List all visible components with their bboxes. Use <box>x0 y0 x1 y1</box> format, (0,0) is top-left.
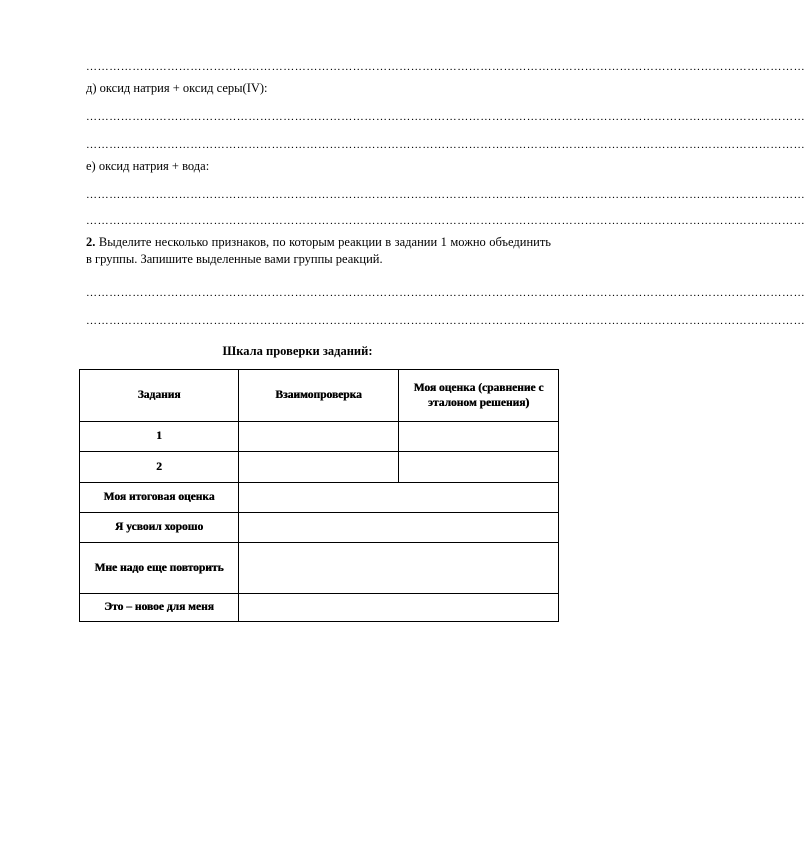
answer-cell[interactable] <box>239 594 559 622</box>
answer-line: …………………………………………………………………………………………………………………………………………………………………… <box>86 111 805 123</box>
header-my-grade: Моя оценка (сравнение с эталоном решения) <box>399 370 559 422</box>
answer-line: …………………………………………………………………………………………………………………………………………………………………… <box>86 189 805 201</box>
answer-cell[interactable] <box>239 483 559 513</box>
row-label: Мне надо еще повторить <box>80 543 239 594</box>
peer-review-cell[interactable] <box>239 452 399 483</box>
scale-title: Шкала проверки заданий: <box>222 344 373 358</box>
answer-cell[interactable] <box>239 513 559 543</box>
answer-line: …………………………………………………………………………………………………………………………………………………………………… <box>86 315 805 327</box>
my-grade-cell[interactable] <box>399 452 559 483</box>
item-d-label: д) оксид натрия + оксид серы(IV): <box>86 81 268 95</box>
task-2-text: Выделите несколько признаков, по которым реакции в задании 1 можно объединить в группы. Запишите выделенные вами группы реакций. <box>86 235 551 266</box>
table-row <box>80 594 559 622</box>
row-label: 1 <box>80 422 239 452</box>
assessment-table <box>79 369 559 622</box>
task-2-number: 2. <box>86 235 96 249</box>
item-e-label: е) оксид натрия + вода: <box>86 159 210 173</box>
task-2-paragraph <box>86 234 551 268</box>
table-row <box>80 422 559 452</box>
my-grade-cell[interactable] <box>399 422 559 452</box>
table-row <box>80 543 559 594</box>
table-header-row <box>80 370 559 422</box>
row-label: Моя итоговая оценка <box>80 483 239 513</box>
table-row <box>80 513 559 543</box>
answer-line: …………………………………………………………………………………………………………………………………………………………………… <box>86 287 805 299</box>
table-row <box>80 452 559 483</box>
row-label: 2 <box>80 452 239 483</box>
row-label: Я усвоил хорошо <box>80 513 239 543</box>
answer-line: …………………………………………………………………………………………………………………………………………………………………… <box>86 61 805 73</box>
answer-cell[interactable] <box>239 543 559 594</box>
answer-line: …………………………………………………………………………………………………………………………………………………………………… <box>86 139 805 151</box>
header-tasks: Задания <box>80 370 239 422</box>
answer-line: …………………………………………………………………………………………………………………………………………………………………… <box>86 215 805 227</box>
peer-review-cell[interactable] <box>239 422 399 452</box>
header-peer-review: Взаимопроверка <box>239 370 399 422</box>
row-label: Это – новое для меня <box>80 594 239 622</box>
table-row <box>80 483 559 513</box>
